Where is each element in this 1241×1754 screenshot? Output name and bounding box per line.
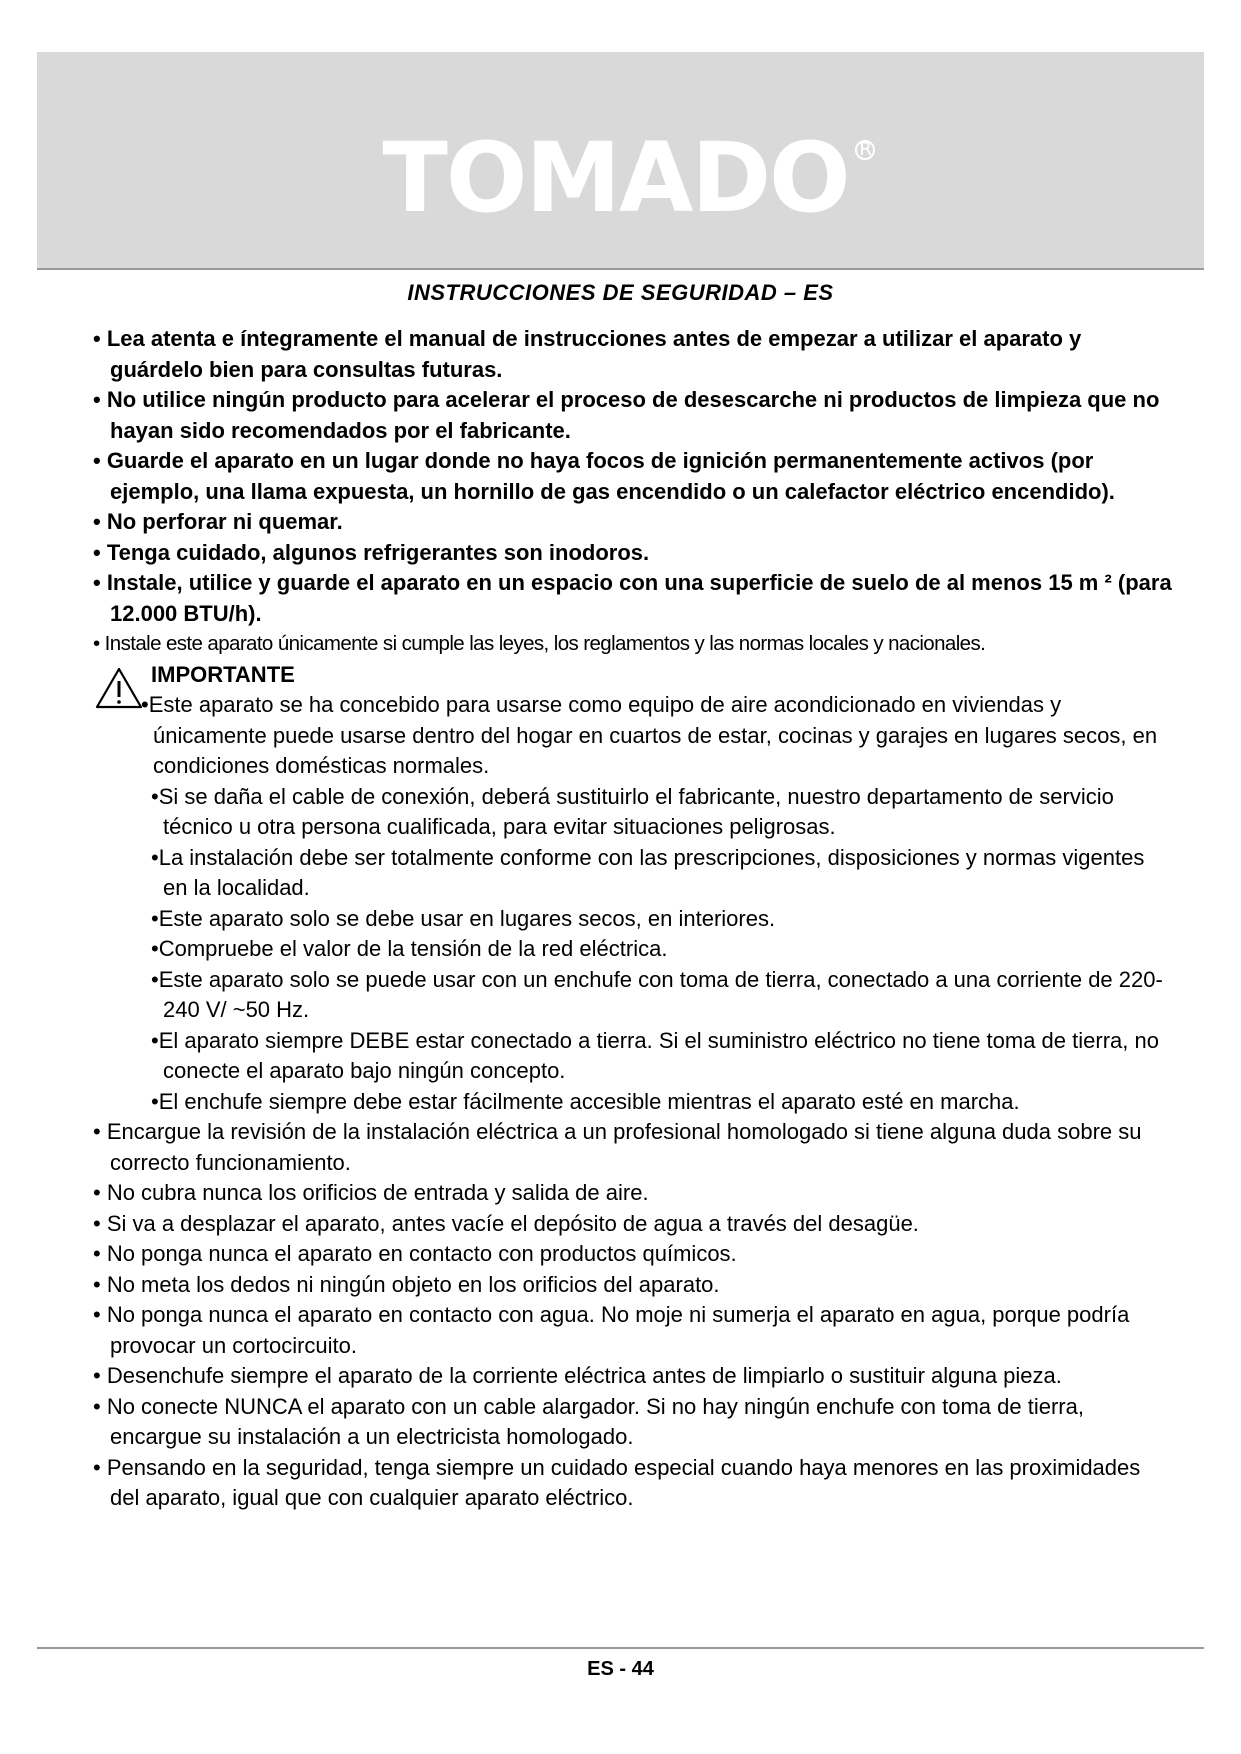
bold-item-2: • No utilice ningún producto para acelerar el proceso de desescarche ni productos de limpieza que no hayan sido recomendados por el fabricante. [93,387,1160,443]
normal-item-4: • No ponga nunca el aparato en contacto con productos químicos. [93,1241,737,1266]
page-number: ES - 44 [587,1658,654,1680]
warning-triangle-icon [95,666,143,710]
registered-mark: R [855,140,875,160]
bold-item-6: • Instale, utilice y guarde el aparato en un espacio con una superficie de suelo de al menos 15 m ² (para 12.000 BTU/h). [93,570,1172,626]
important-item-2: •Si se daña el cable de conexión, deberá sustituirlo el fabricante, nuestro departamento de servicio técnico u otra persona cualificada, para evitar situaciones peligrosas. [151,783,1114,839]
footer-divider [37,1647,1204,1649]
normal-item-3: • Si va a desplazar el aparato, antes vacíe el depósito de agua a través del desagüe. [93,1210,919,1236]
normal-item-7: • Desenchufe siempre el aparato de la corriente eléctrica antes de limpiarlo o sustituir alguna pieza. [93,1363,1062,1388]
normal-item-6: • No ponga nunca el aparato en contacto con agua. No moje ni sumerja el aparato en agua, porque podría provocar un cortocircuito. [93,1302,1130,1358]
header-banner [37,52,1204,270]
safety-instructions [93,324,1173,1514]
important-item-7: •El aparato siempre DEBE estar conectado a tierra. Si el suministro eléctrico no tiene toma de tierra, no conecte el aparato bajo ningún concepto. [151,1027,1159,1083]
bold-item-4: • No perforar ni quemar. [93,509,343,534]
important-item-5: •Compruebe el valor de la tensión de la red eléctrica. [151,936,668,961]
bold-item-3: • Guarde el aparato en un lugar donde no haya focos de ignición permanentemente activos (por ejemplo, una llama expuesta, un hornillo de gas encendido o un calefactor eléctrico encendido). [93,448,1115,504]
logo-text: TOMADO [382,122,849,234]
important-title: IMPORTANTE [151,661,295,687]
document-title: INSTRUCCIONES DE SEGURIDAD – ES [407,280,834,305]
normal-item-1: • Encargue la revisión de la instalación eléctrica a un profesional homologado si tiene alguna duda sobre su correcto funcionamiento. [93,1119,1142,1175]
important-item-6: •Este aparato solo se puede usar con un enchufe con toma de tierra, conectado a una corriente de 220-240 V/ ~50 Hz. [151,966,1163,1022]
important-item-1: •Este aparato se ha concebido para usarse como equipo de aire acondicionado en viviendas y únicamente puede usarse dentro del hogar en cuartos de estar, cocinas y garajes en lugares secos, en condiciones domésticas normales. [141,692,1158,778]
important-item-4: •Este aparato solo se debe usar en lugares secos, en interiores. [151,905,776,931]
normal-item-8: • No conecte NUNCA el aparato con un cable alargador. Si no hay ningún enchufe con toma de tierra, encargue su instalación a un electricista homologado. [93,1393,1084,1449]
normal-item-9: • Pensando en la seguridad, tenga siempre un cuidado especial cuando haya menores en las proximidades del aparato, igual que con cualquier aparato eléctrico. [93,1454,1141,1510]
important-item-8: •El enchufe siempre debe estar fácilmente accesible mientras el aparato esté en marcha. [151,1088,1020,1114]
normal-item-2: • No cubra nunca los orificios de entrada y salida de aire. [93,1180,649,1205]
bold-item-5: • Tenga cuidado, algunos refrigerantes son inodoros. [93,539,650,565]
important-item-3: •La instalación debe ser totalmente conforme con las prescripciones, disposiciones y normas vigentes en la localidad. [151,844,1145,900]
important-section [93,660,1173,1118]
bold-item-1: • Lea atenta e íntegramente el manual de instrucciones antes de empezar a utilizar el aparato y guárdelo bien para consultas futuras. [93,326,1082,382]
normal-item-5: • No meta los dedos ni ningún objeto en los orificios del aparato. [93,1271,720,1297]
brand-logo [45,122,1212,234]
regulation-item: • Instale este aparato únicamente si cumple las leyes, los reglamentos y las normas locales y nacionales. [93,632,986,655]
